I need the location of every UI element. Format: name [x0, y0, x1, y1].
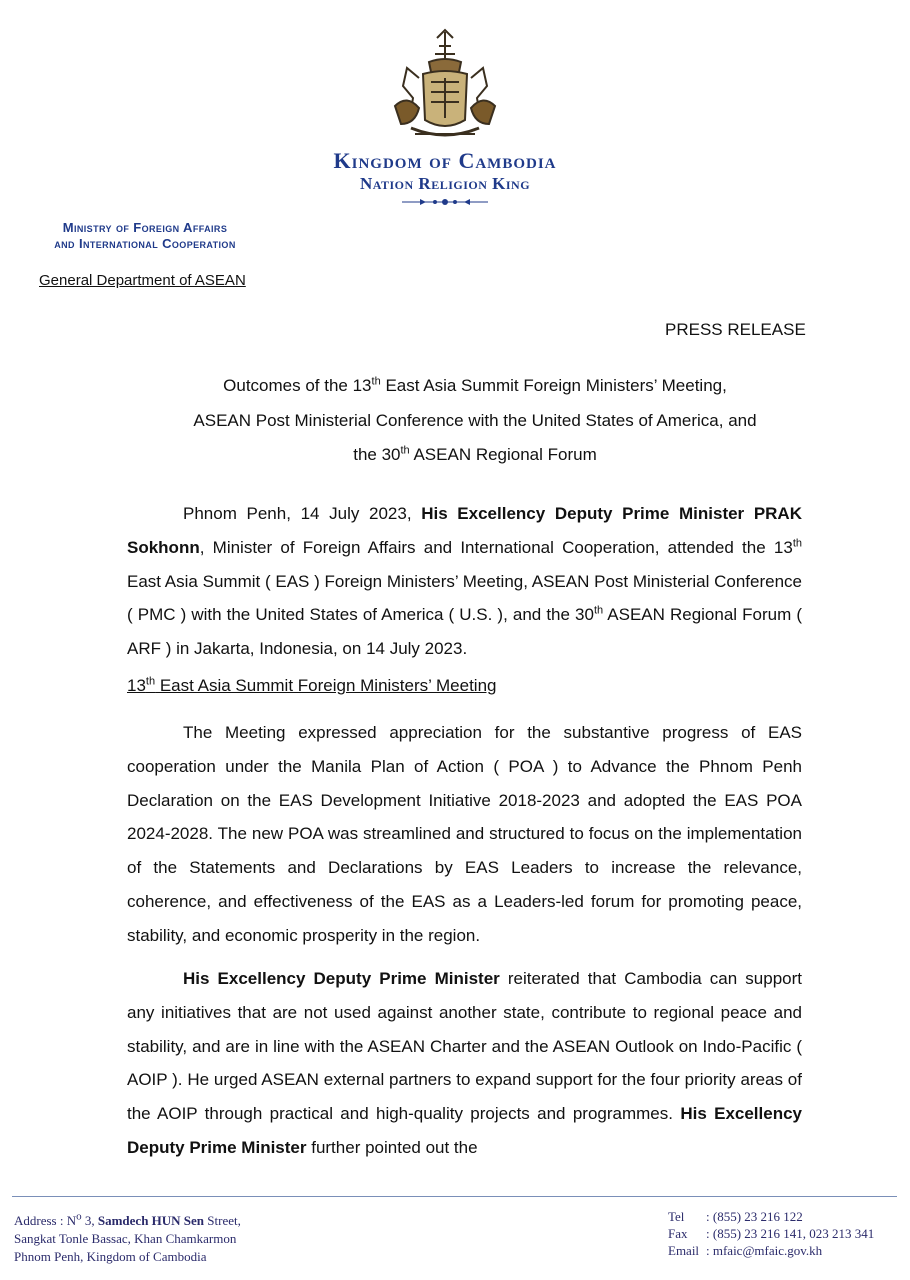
contact-fax: Fax : (855) 23 216 141, 023 213 341 [668, 1226, 875, 1241]
footer-contact [668, 1208, 874, 1259]
ministry-line-1: Ministry of Foreign Affairs [62, 220, 228, 235]
document-type: PRESS RELEASE [665, 320, 806, 339]
body-paragraph-2: His Excellency Deputy Prime Minister reiterated that Cambodia can support any initiatives that are not used against another state, contribute to regional peace and stability, and are in line with the ASEAN Charter and the ASEAN Outlook on Indo-Pacific ( AOIP ). He urged ASEAN external partners to expand support for the four priority areas of the AOIP through practical and high-quality projects and programmes. His Excellency Deputy Prime Minister further pointed out the [127, 969, 802, 1157]
intro-paragraph: Phnom Penh, 14 July 2023, His Excellency Deputy Prime Minister PRAK Sokhonn, Minister of Foreign Affairs and International Cooperation, attended the 13th East Asia Summit ( EAS ) Foreign Ministers’ Meeting, ASEAN Post Ministerial Conference ( PMC ) with the United States of America ( U.S. ), and the 30th ASEAN Regional Forum ( ARF ) in Jakarta, Indonesia, on 14 July 2023. [127, 504, 802, 659]
contact-email: Email : mfaic@mfaic.gov.kh [668, 1243, 823, 1258]
body-paragraph-1: The Meeting expressed appreciation for the substantive progress of EAS cooperation under the Manila Plan of Action ( POA ) to Advance the Phnom Penh Declaration on the EAS Development Initiative 2018-2023 and adopted the EAS POA 2024-2028. The new POA was streamlined and structured to focus on the implementation of the Statements and Declarations by EAS Leaders to increase the relevance, coherence, and effectiveness of the EAS as a Leaders-led forum for promoting peace, stability, and economic prosperity in the region. [127, 723, 802, 945]
ministry-line-2: and International Cooperation [54, 236, 236, 251]
footer-address [14, 1212, 241, 1266]
address-line-2: Sangkat Tonle Bassac, Khan Chamkarmon [14, 1231, 237, 1246]
kingdom-title: Kingdom of Cambodia [333, 148, 557, 173]
royal-coat-of-arms-icon [385, 28, 505, 143]
ornament-divider-icon [400, 196, 490, 208]
address-line-3: Phnom Penh, Kingdom of Cambodia [14, 1249, 207, 1264]
title-line-1: Outcomes of the 13th East Asia Summit Foreign Ministers’ Meeting, [223, 375, 727, 395]
contact-tel: Tel : (855) 23 216 122 [668, 1209, 803, 1224]
department-name: General Department of ASEAN [39, 272, 246, 289]
footer-divider [12, 1196, 897, 1197]
title-line-3: the 30th ASEAN Regional Forum [353, 444, 597, 464]
national-motto: Nation Religion King [359, 174, 531, 193]
title-line-2: ASEAN Post Ministerial Conference with the United States of America, and [193, 411, 757, 430]
ministry-name [14, 220, 276, 252]
address-line-1: Address : $N^o$ 3, Samdech HUN Sen Street, [14, 1210, 241, 1228]
section-heading-eas: 13th East Asia Summit Foreign Ministers’ Meeting [127, 675, 497, 695]
